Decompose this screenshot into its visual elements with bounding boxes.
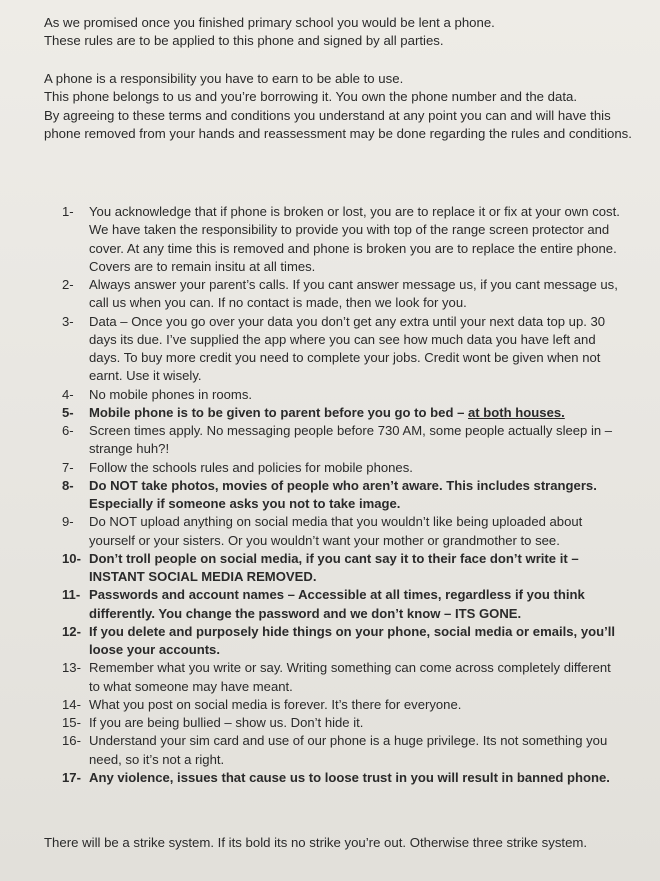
rule-text: Remember what you write or say. Writing something can come across completely different to what someone may have meant. [89,660,611,694]
rule-number: 12- [62,623,81,639]
rule-number: 15- [62,715,81,730]
rule-number: 7- [62,459,74,475]
rule-item [62,459,622,477]
rule-item [62,732,622,769]
rule-text: Any violence, issues that cause us to loose trust in you will result in banned phone. [89,769,610,785]
rule-number: 16- [62,733,81,749]
rule-number: 4- [62,386,74,402]
rule-text: Data – Once you go over your data you don’t get any extra until your next data top up. 30 days its due. I’ve supplied the app where you can see how much data you have left and days. To buy more credit you need to complete your jobs. Credit wont be given when not earnt. Use it wisely. [89,313,606,384]
rule-text: Don’t troll people on social media, if you cant say it to their face don’t write it – INSTANT SOCIAL MEDIA REMOVED. [89,550,579,584]
rule-item [62,276,622,313]
rule-number: 14- [62,696,81,712]
rule-item [62,714,622,732]
rule-text: No mobile phones in rooms. [89,386,253,402]
rule-item [62,513,622,550]
rule-item [62,313,622,386]
rule-text: You acknowledge that if phone is broken or lost, you are to replace it or fix at your own cost. We have taken the responsibility to provide you with top of the range screen protector and cover. At any time this is removed and phone is broken you are to replace the entire phone. Covers are to remain insitu at all times. [89,204,620,274]
rule-number: 10- [62,550,81,566]
rule-text: Passwords and account names – Accessible at all times, regardless if you think differently. You change the password and we don’t know – ITS GONE. [89,587,585,621]
rule-item [62,769,622,787]
rule-item [62,422,622,459]
rule-text: If you delete and purposely hide things on your phone, social media or emails, you’ll loose your accounts. [89,623,616,657]
rule-item [62,203,622,276]
rule-number: 6- [62,423,74,438]
rule-text: What you post on social media is forever. It’s there for everyone. [89,696,462,712]
strike-system-note: There will be a strike system. If its bold its no strike you’re out. Otherwise three strike system. [44,835,588,850]
intro-line: As we promised once you finished primary school you would be lent a phone. [44,15,495,30]
responsibility-line: By agreeing to these terms and conditions you understand at any point you can and will have this phone removed from your hands and reassessment may be done regarding the rules and conditions. [44,107,632,142]
rule-text: Screen times apply. No messaging people before 730 AM, some people actually sleep in – strange huh?! [89,423,613,457]
rule-text: Follow the schools rules and policies for mobile phones. [89,459,413,475]
intro-line: These rules are to be applied to this phone and signed by all parties. [44,33,444,49]
responsibility-line: This phone belongs to us and you’re borrowing it. You own the phone number and the data. [44,89,578,105]
rule-item [62,477,622,514]
rule-number: 11- [62,587,81,603]
rule-text: Do NOT take photos, movies of people who aren’t aware. This includes strangers. Especially if someone asks you not to take image. [89,477,597,511]
rule-number: 13- [62,660,81,676]
rule-item [62,586,622,623]
intro-paragraph [44,14,644,51]
rule-number: 8- [62,477,74,493]
rule-text: Understand your sim card and use of our phone is a huge privilege. Its not something you need, so it’s not a right. [89,733,608,767]
rule-text: Always answer your parent’s calls. If you cant answer message us, if you cant message us, call us when you can. If no contact is made, then we look for you. [89,277,618,311]
responsibility-line: A phone is a responsibility you have to earn to be able to use. [44,71,404,86]
rule-number: 3- [62,313,74,329]
rule-text: Do NOT upload anything on social media that you wouldn’t like being uploaded about yourself or your sisters. Or you wouldn’t want your mother or grandmother to see. [89,514,583,548]
rule-item [62,623,622,660]
rules-list [62,203,622,787]
rule-item [62,404,622,422]
responsibility-paragraph [44,70,644,144]
rule-underlined-text: at both houses. [468,404,565,420]
rule-number: 17- [62,769,81,785]
rule-item [62,550,622,587]
rule-number: 5- [62,404,74,420]
rule-text: If you are being bullied – show us. Don’t hide it. [89,715,364,730]
rule-number: 9- [62,514,74,530]
rule-number: 1- [62,204,74,219]
rule-number: 2- [62,277,74,292]
rule-item [62,659,622,696]
rule-item [62,696,622,714]
rule-item [62,386,622,404]
rule-text: Mobile phone is to be given to parent before you go to bed – [89,404,469,420]
